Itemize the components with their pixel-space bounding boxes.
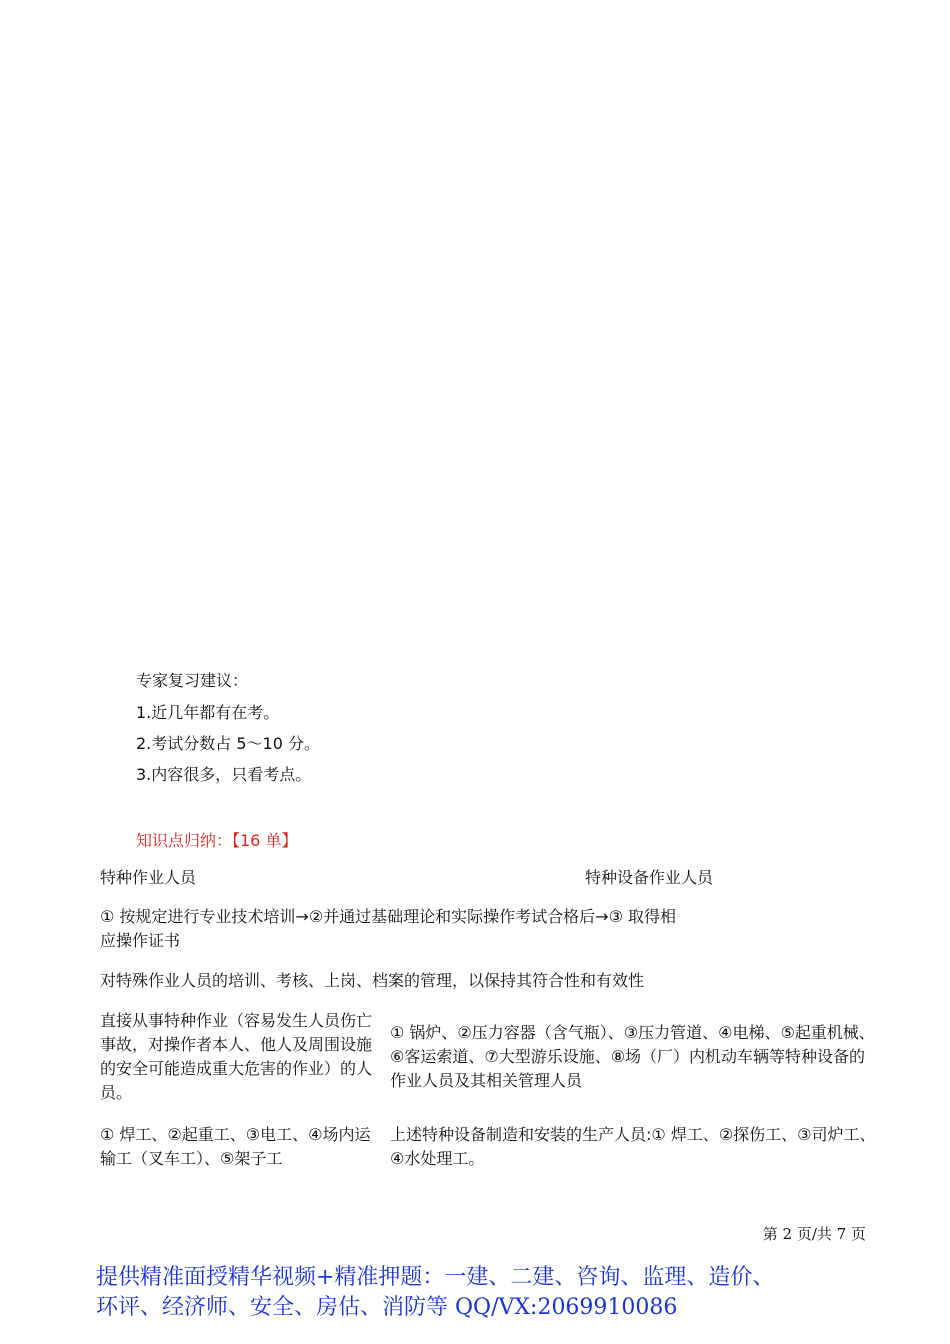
ad-line: 提供精准面授精华视频+精准押题：一建、二建、咨询、监理、造价、 bbox=[96, 1265, 775, 1290]
page-number: 第 2 页/共 7 页 bbox=[762, 1225, 866, 1243]
advice-item: 3.内容很多，只看考点。 bbox=[136, 765, 312, 784]
knowledge-title: 知识点归纳：【16 单】 bbox=[136, 831, 298, 850]
header-right: 特种设备作业人员 bbox=[585, 868, 714, 887]
advice-item: 1.近几年都有在考。 bbox=[136, 703, 280, 722]
header-left: 特种作业人员 bbox=[100, 868, 197, 887]
management-row: 对特殊作业人员的培训、考核、上岗、档案的管理，以保持其符合性和有效性 bbox=[100, 971, 645, 990]
definition-right: ① 锅炉、②压力容器（含气瓶）、③压力管道、④电梯、⑤起重机械、⑥客运索道、⑦大型游乐设施、⑧场（厂）内机动车辆等特种设备的作业人员及其相关管理人员 bbox=[390, 1023, 875, 1090]
advice-item: 2.考试分数占 5～10 分。 bbox=[136, 734, 320, 753]
examples-right: 上述特种设备制造和安装的生产人员:① 焊工、②探伤工、③司炉工、④水处理工。 bbox=[390, 1125, 876, 1168]
ad-line: 环评、经济师、安全、房估、消防等 QQ/VX:2069910086 bbox=[96, 1295, 678, 1320]
definition-left: 直接从事特种作业（容易发生人员伤亡事故，对操作者本人、他人及周围设施的安全可能造成重大危害的作业）的人员。 bbox=[100, 1011, 373, 1102]
training-steps: ① 按规定进行专业技术培训→②并通过基础理论和实际操作考试合格后→③ 取得相应操作证书 bbox=[100, 907, 677, 950]
advice-title: 专家复习建议： bbox=[136, 671, 249, 690]
examples-left: ① 焊工、②起重工、③电工、④场内运输工（叉车工）、⑤架子工 bbox=[100, 1125, 371, 1168]
